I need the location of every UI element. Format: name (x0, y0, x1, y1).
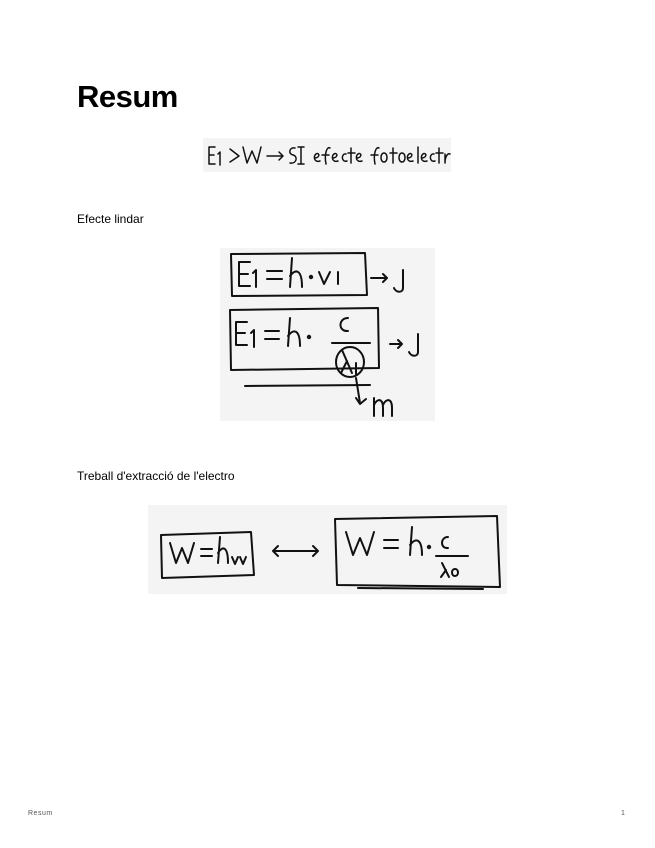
section-heading-treball-extraccio: Treball d'extracció de l'electro (77, 469, 235, 483)
page-title: Resum (77, 79, 178, 114)
handwritten-formula-photoelectric (203, 138, 451, 172)
section-heading-efecte-lindar: Efecte lindar (77, 212, 144, 226)
handwritten-formula-threshold (220, 248, 435, 421)
footer-page-number: 1 (621, 810, 626, 817)
footer-document-title: Resum (28, 810, 53, 817)
handwritten-formula-work-function (148, 505, 507, 594)
